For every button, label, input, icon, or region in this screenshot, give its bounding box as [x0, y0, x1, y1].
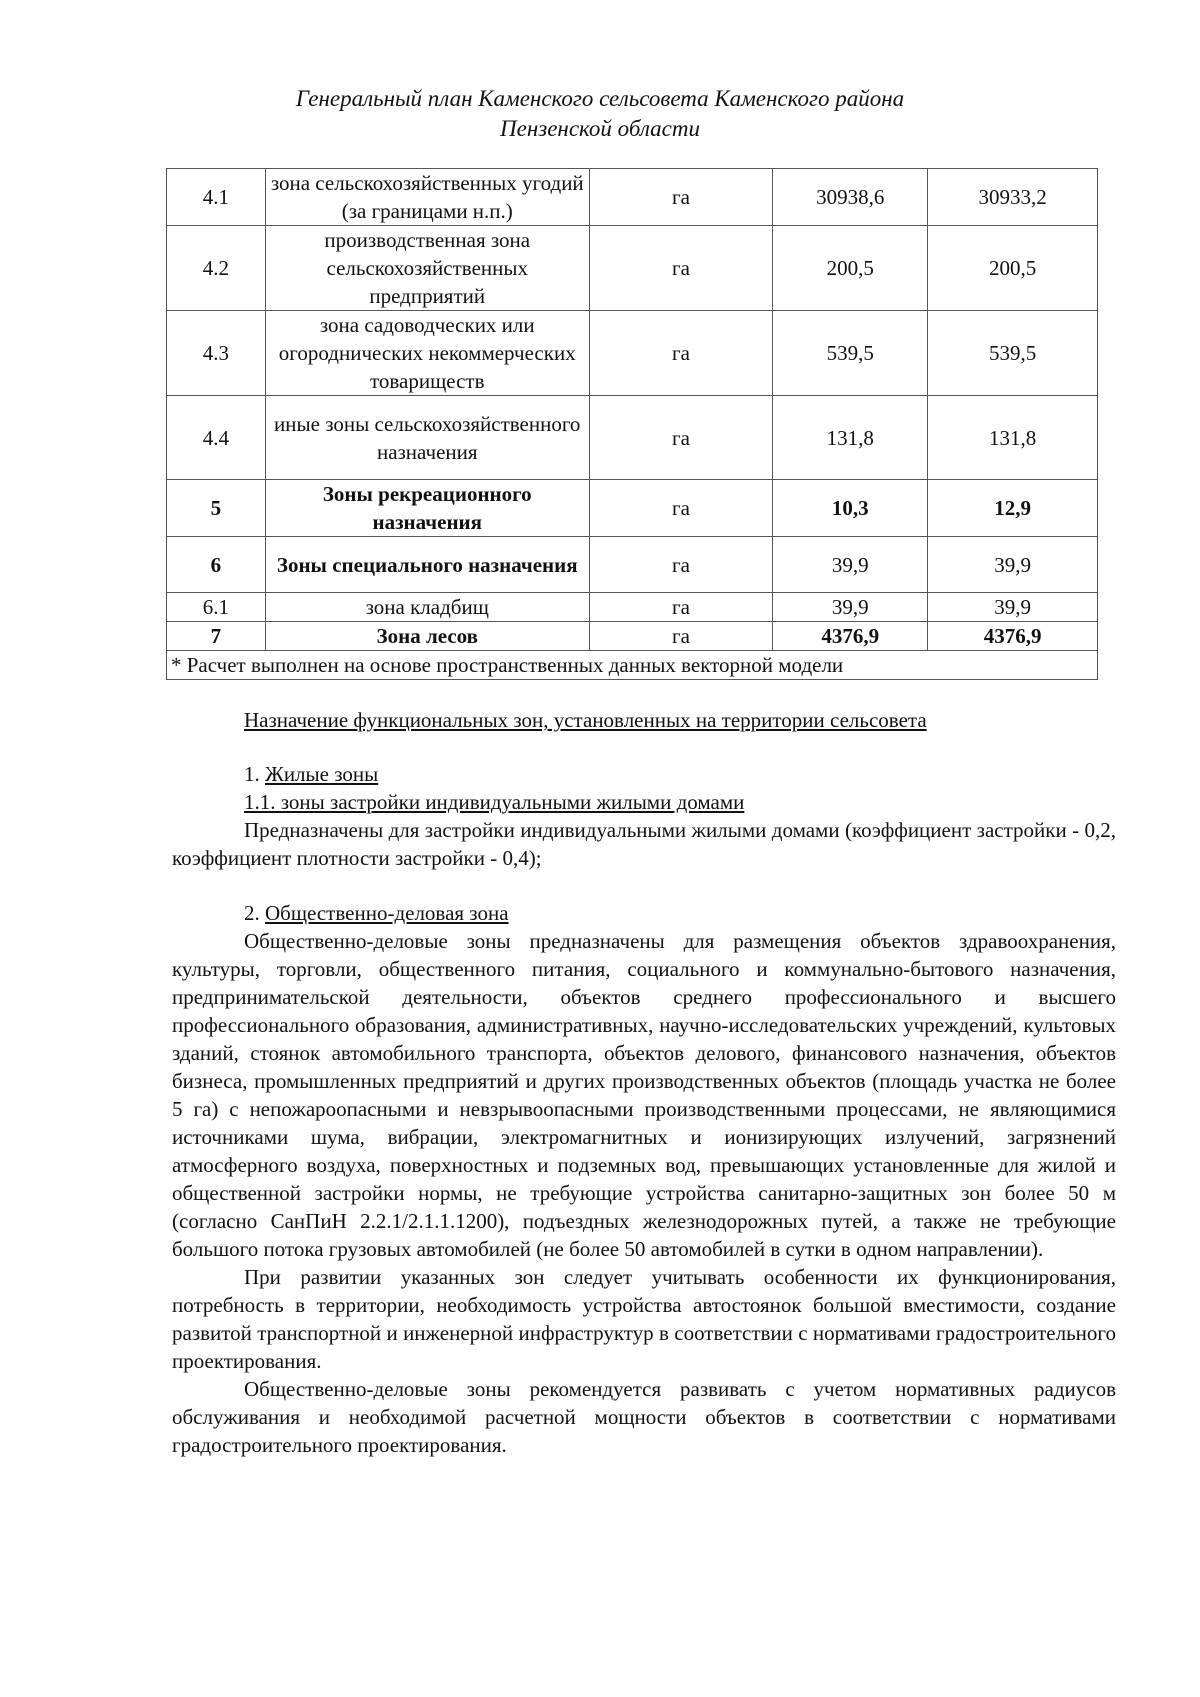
- unit: га: [589, 226, 773, 311]
- table-row: [167, 537, 1098, 593]
- zone2-paragraph-3: Общественно-деловые зоны рекомендуется развивать с учетом нормативных радиусов обслуживания и необходимой расчетной мощности объектов в соответствии с нормативами градостроительного проектирования.: [172, 1377, 1116, 1457]
- value-existing: 131,8: [773, 396, 928, 480]
- row-number: 4.4: [167, 396, 266, 480]
- value-planned: 131,8: [928, 396, 1098, 480]
- zone1-number: 1.: [244, 762, 265, 786]
- header-line-2: Пензенской области: [500, 116, 700, 141]
- zone-name: зона садоводческих или огороднических некоммерческих товариществ: [265, 311, 589, 396]
- value-existing: 4376,9: [773, 622, 928, 651]
- zone1-title: Жилые зоны: [265, 762, 379, 786]
- table-row: [167, 480, 1098, 537]
- value-existing: 30938,6: [773, 169, 928, 226]
- zone-name: зона кладбищ: [265, 593, 589, 622]
- value-planned: 200,5: [928, 226, 1098, 311]
- unit: га: [589, 622, 773, 651]
- header-line-1: Генеральный план Каменского сельсовета Каменского района: [295, 86, 905, 111]
- table-row: [167, 226, 1098, 311]
- unit: га: [589, 169, 773, 226]
- unit: га: [589, 480, 773, 537]
- document-body: [172, 760, 1116, 1459]
- value-planned: 12,9: [928, 480, 1098, 537]
- zone-name: зона сельскохозяйственных угодий (за границами н.п.): [265, 169, 589, 226]
- table-row: [167, 593, 1098, 622]
- value-planned: 30933,2: [928, 169, 1098, 226]
- unit: га: [589, 396, 773, 480]
- zone-name: иные зоны сельскохозяйственного назначения: [265, 396, 589, 480]
- document-header: [0, 84, 1200, 144]
- table-row: [167, 169, 1098, 226]
- row-number: 6: [167, 537, 266, 593]
- row-number: 7: [167, 622, 266, 651]
- row-number: 5: [167, 480, 266, 537]
- zone2-paragraph-1: Общественно-деловые зоны предназначены для размещения объектов здравоохранения, культуры, торговли, общественного питания, социального и коммунально-бытового назначения, предпринимательской деятельности, объектов среднего профессионального и высшего профессионального образования, административных, научно-исследовательских учреждений, культовых зданий, стоянок автомобильного транспорта, объектов делового, финансового назначения, объектов бизнеса, промышленных предприятий и других производственных объектов (площадь участка не более 5 га) с непожароопасными и невзрывоопасными производственными процессами, не являющимися источниками шума, вибрации, электромагнитных и ионизирующих излучений, загрязнений атмосферного воздуха, поверхностных и подземных вод, превышающих установленные для жилой и общественной застройки нормы, не требующие устройства санитарно-защитных зон более 50 м (согласно СанПиН 2.2.1/2.1.1.1200), подъездных железнодорожных путей, а также не требующие большого потока грузовых автомобилей (не более 50 автомобилей в сутки в одном направлении).: [172, 929, 1116, 1261]
- zone1-paragraph: Предназначены для застройки индивидуальными жилыми домами (коэффициент застройки - 0,2, коэффициент плотности застройки - 0,4);: [172, 818, 1116, 870]
- table-row: [167, 396, 1098, 480]
- zone-name: Зоны рекреационного назначения: [265, 480, 589, 537]
- value-existing: 539,5: [773, 311, 928, 396]
- value-existing: 39,9: [773, 537, 928, 593]
- table-footnote-row: [167, 651, 1098, 680]
- value-existing: 10,3: [773, 480, 928, 537]
- value-planned: 539,5: [928, 311, 1098, 396]
- row-number: 4.3: [167, 311, 266, 396]
- value-existing: 39,9: [773, 593, 928, 622]
- zone-name: производственная зона сельскохозяйственных предприятий: [265, 226, 589, 311]
- zone-name: Зона лесов: [265, 622, 589, 651]
- unit: га: [589, 593, 773, 622]
- zone2-number: 2.: [244, 901, 265, 925]
- value-planned: 39,9: [928, 537, 1098, 593]
- table-row: [167, 622, 1098, 651]
- zone1-sub-title: 1.1. зоны застройки индивидуальными жилыми домами: [244, 790, 745, 814]
- zone1-subheading: [172, 788, 1116, 816]
- unit: га: [589, 537, 773, 593]
- value-planned: 4376,9: [928, 622, 1098, 651]
- row-number: 6.1: [167, 593, 266, 622]
- unit: га: [589, 311, 773, 396]
- table-row: [167, 311, 1098, 396]
- table-footnote: * Расчет выполнен на основе пространственных данных векторной модели: [167, 651, 1098, 680]
- zone1-heading: [172, 760, 1116, 788]
- zone2-paragraph-2: При развитии указанных зон следует учитывать особенности их функционирования, потребность в территории, необходимость устройства автостоянок большой вместимости, создание развитой транспортной и инженерной инфраструктур в соответствии с нормативами градостроительного проектирования.: [172, 1265, 1116, 1373]
- zones-table: [166, 168, 1098, 680]
- value-planned: 39,9: [928, 593, 1098, 622]
- zone2-heading: [172, 899, 1116, 927]
- row-number: 4.1: [167, 169, 266, 226]
- value-existing: 200,5: [773, 226, 928, 311]
- zone2-title: Общественно-деловая зона: [265, 901, 509, 925]
- section-title: Назначение функциональных зон, установленных на территории сельсовета: [244, 708, 927, 732]
- row-number: 4.2: [167, 226, 266, 311]
- zone-name: Зоны специального назначения: [265, 537, 589, 593]
